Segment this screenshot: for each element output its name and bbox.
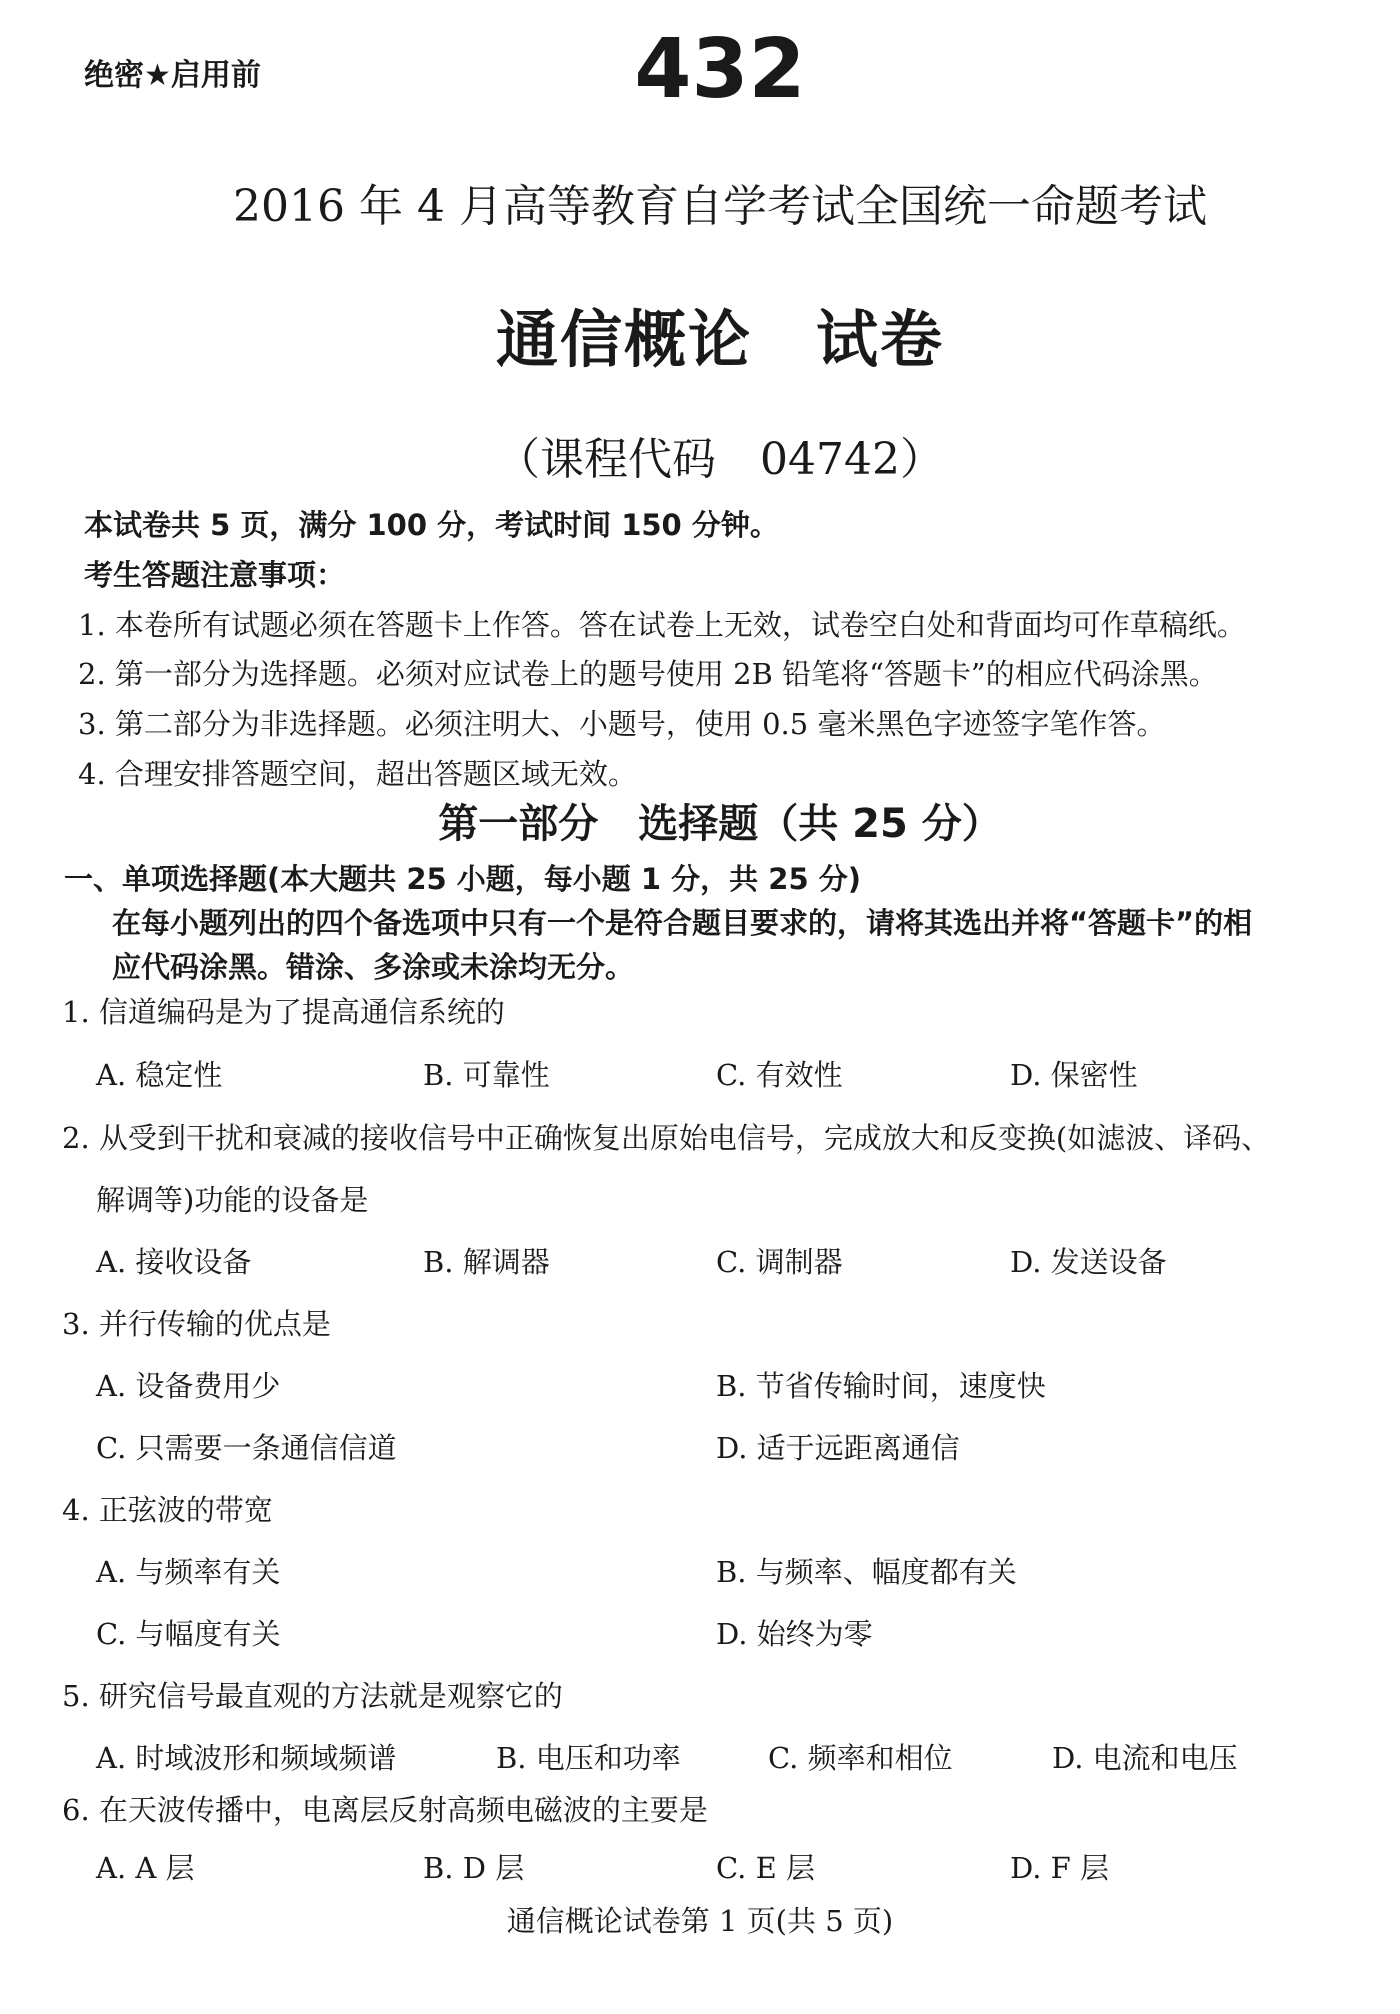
question-option: B. 与频率、幅度都有关 — [716, 1555, 1017, 1589]
notice-item: 3. 第二部分为非选择题。必须注明大、小题号，使用 0.5 毫米黑色字迹签字笔作答。 — [78, 707, 1166, 741]
question-stem: 1. 信道编码是为了提高通信系统的 — [62, 995, 505, 1029]
section-description: 在每小题列出的四个备选项中只有一个是符合题目要求的，请将其选出并将“答题卡”的相 — [112, 906, 1253, 940]
question-stem: 6. 在天波传播中，电离层反射高频电磁波的主要是 — [62, 1793, 708, 1827]
question-option: A. 时域波形和频域频谱 — [96, 1741, 397, 1775]
question-option: C. 调制器 — [716, 1245, 843, 1279]
confidential-label: 绝密★启用前 — [84, 58, 261, 93]
paper-code-number: 432 — [634, 22, 806, 117]
exam-title: 2016 年 4 月高等教育自学考试全国统一命题考试 — [233, 181, 1207, 232]
notice-item: 1. 本卷所有试题必须在答题卡上作答。答在试卷上无效，试卷空白处和背面均可作草稿纸。 — [78, 608, 1246, 642]
question-option: A. 稳定性 — [96, 1058, 223, 1092]
question-option: B. 电压和功率 — [496, 1741, 681, 1775]
question-option: A. 接收设备 — [96, 1245, 252, 1279]
question-option: C. 有效性 — [716, 1058, 843, 1092]
question-option: D. 适于远距离通信 — [716, 1431, 960, 1465]
question-option: B. 可靠性 — [423, 1058, 550, 1092]
question-option: D. 始终为零 — [716, 1617, 873, 1651]
question-option: D. F 层 — [1010, 1851, 1109, 1885]
question-option: B. 节省传输时间，速度快 — [716, 1369, 1046, 1403]
section-description: 应代码涂黑。错涂、多涂或未涂均无分。 — [112, 950, 635, 984]
question-option: C. 只需要一条通信信道 — [96, 1431, 397, 1465]
question-stem: 3. 并行传输的优点是 — [62, 1307, 331, 1341]
question-stem: 4. 正弦波的带宽 — [62, 1493, 273, 1527]
question-option: D. 发送设备 — [1010, 1245, 1167, 1279]
question-stem: 5. 研究信号最直观的方法就是观察它的 — [62, 1679, 563, 1713]
question-stem-continued: 解调等)功能的设备是 — [96, 1183, 369, 1217]
part-heading: 第一部分 选择题（共 25 分） — [438, 801, 1002, 847]
section-heading: 一、单项选择题(本大题共 25 小题，每小题 1 分，共 25 分) — [64, 862, 861, 896]
question-option: B. D 层 — [423, 1851, 525, 1885]
question-option: B. 解调器 — [423, 1245, 550, 1279]
question-option: A. 设备费用少 — [96, 1369, 281, 1403]
question-option: C. 与幅度有关 — [96, 1617, 281, 1651]
course-code: （课程代码 04742） — [496, 434, 944, 485]
question-option: A. A 层 — [96, 1851, 195, 1885]
question-option: A. 与频率有关 — [96, 1555, 281, 1589]
question-option: D. 保密性 — [1010, 1058, 1138, 1092]
question-option: C. E 层 — [716, 1851, 815, 1885]
question-option: D. 电流和电压 — [1052, 1741, 1238, 1775]
question-option: C. 频率和相位 — [768, 1741, 953, 1775]
paper-title: 通信概论 试卷 — [495, 303, 944, 376]
page-footer: 通信概论试卷第 1 页(共 5 页) — [506, 1904, 894, 1938]
question-stem: 2. 从受到干扰和衰减的接收信号中正确恢复出原始电信号，完成放大和反变换(如滤波、译码、 — [62, 1121, 1271, 1155]
notice-item: 4. 合理安排答题空间，超出答题区域无效。 — [78, 757, 637, 791]
paper-intro: 本试卷共 5 页，满分 100 分，考试时间 150 分钟。 — [84, 508, 779, 542]
notice-heading: 考生答题注意事项： — [84, 558, 346, 592]
notice-item: 2. 第一部分为选择题。必须对应试卷上的题号使用 2B 铅笔将“答题卡”的相应代码涂黑。 — [78, 657, 1218, 691]
